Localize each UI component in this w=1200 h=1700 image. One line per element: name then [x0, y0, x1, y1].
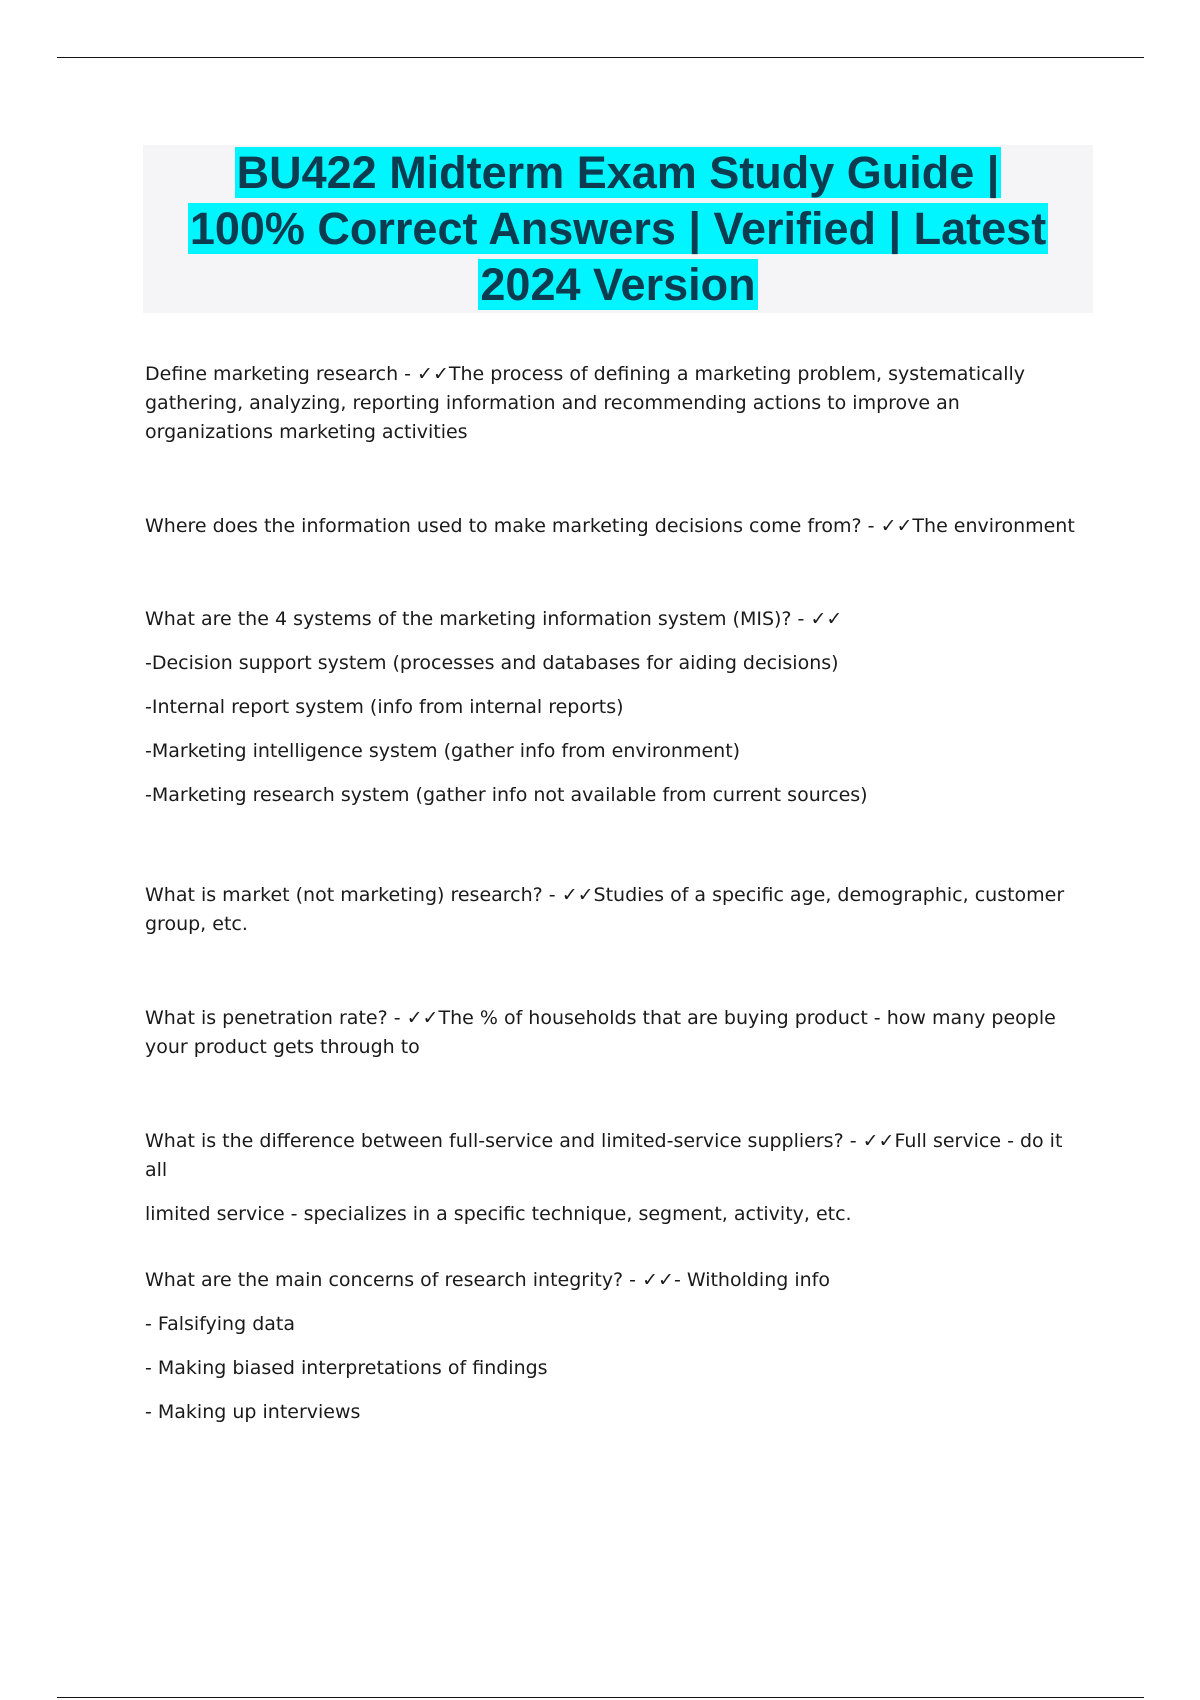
- check-icon: ✓✓: [880, 515, 913, 537]
- qa-question-line: What are the 4 systems of the marketing information system (MIS)? - ✓✓: [145, 608, 843, 630]
- check-icon: ✓✓: [406, 1007, 439, 1029]
- list-item: - Falsifying data: [145, 1313, 295, 1335]
- qa-block-5: [145, 1004, 1090, 1062]
- qa-block-4: [145, 881, 1090, 939]
- qa-block-7: [145, 1266, 1090, 1427]
- qa-answer: Full service - do it all: [145, 1130, 1063, 1181]
- check-icon: ✓✓: [417, 363, 449, 385]
- top-rule: [57, 57, 1144, 58]
- list-item: limited service - specializes in a specific technique, segment, activity, etc.: [145, 1203, 852, 1225]
- qa-block-2: [145, 512, 1090, 541]
- check-icon: ✓✓: [642, 1269, 674, 1291]
- list-item: - Making biased interpretations of findings: [145, 1357, 548, 1379]
- check-icon: ✓✓: [862, 1130, 895, 1152]
- qa-question-line: What is penetration rate? - ✓✓The % of households that are buying product - how many people your product gets through to: [145, 1007, 1056, 1058]
- title-line-2: 100% Correct Answers | Verified | Latest: [189, 203, 1047, 254]
- qa-answer: The % of households that are buying product - how many people your product gets through to: [145, 1007, 1056, 1058]
- list-item: -Marketing research system (gather info not available from current sources): [145, 784, 868, 806]
- list-item: -Internal report system (info from internal reports): [145, 696, 624, 718]
- list-item: - Making up interviews: [145, 1401, 361, 1423]
- qa-answer: Studies of a specific age, demographic, customer group, etc.: [145, 884, 1065, 935]
- qa-question-line: What are the main concerns of research integrity? - ✓✓- Witholding info: [145, 1269, 830, 1291]
- page-title: [143, 145, 1093, 313]
- check-icon: ✓✓: [561, 884, 594, 906]
- qa-block-6: [145, 1127, 1090, 1229]
- qa-question-line: Where does the information used to make marketing decisions come from? - ✓✓The environment: [145, 515, 1075, 537]
- qa-answer: - Witholding info: [673, 1269, 830, 1291]
- qa-block-3: [145, 605, 1090, 810]
- list-item: -Decision support system (processes and databases for aiding decisions): [145, 652, 839, 674]
- title-line-1: BU422 Midterm Exam Study Guide |: [236, 147, 1000, 198]
- title-line-3: 2024 Version: [480, 259, 756, 310]
- qa-question-line: What is market (not marketing) research? - ✓✓Studies of a specific age, demographic, customer group, etc.: [145, 884, 1065, 935]
- list-item: -Marketing intelligence system (gather info from environment): [145, 740, 741, 762]
- qa-question-line: What is the difference between full-service and limited-service suppliers? - ✓✓Full service - do it all: [145, 1130, 1063, 1181]
- bottom-rule: [57, 1697, 1144, 1698]
- qa-block-1: [145, 360, 1090, 447]
- qa-answer: The environment: [912, 515, 1075, 537]
- qa-question-line: Define marketing research - ✓✓The process of defining a marketing problem, systematically gathering, analyzing, reporting information and recommending actions to improve an organizations marketing activities: [145, 363, 1026, 443]
- check-icon: ✓✓: [810, 608, 843, 630]
- qa-answer: The process of defining a marketing problem, systematically gathering, analyzing, reporting information and recommending actions to improve an organizations marketing activities: [145, 363, 1026, 443]
